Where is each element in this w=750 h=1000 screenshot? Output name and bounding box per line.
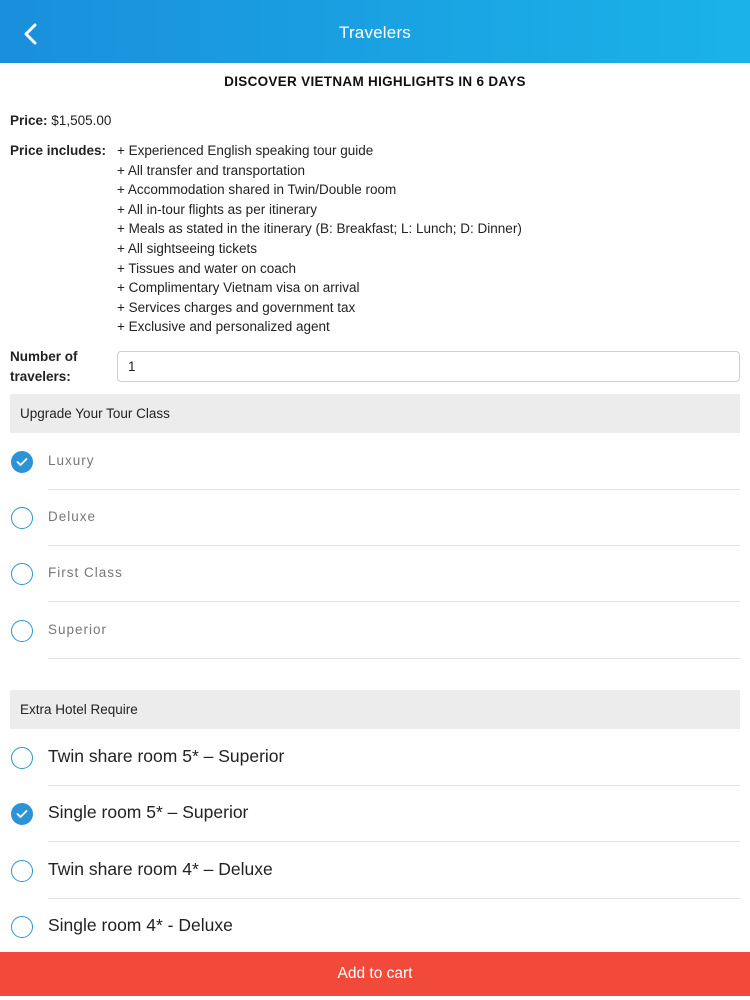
tour-class-header: Upgrade Your Tour Class (10, 394, 740, 433)
tour-class-label: Luxury (48, 453, 95, 468)
divider (48, 658, 740, 659)
radio-unchecked-icon[interactable] (11, 507, 33, 529)
tour-class-option-superior[interactable] (0, 603, 740, 659)
travelers-label-line2: travelers: (10, 369, 71, 384)
tour-class-label: Deluxe (48, 509, 97, 524)
divider (48, 601, 740, 602)
radio-unchecked-icon[interactable] (11, 563, 33, 585)
hotel-option-label: Single room 4* - Deluxe (48, 915, 233, 935)
price-row (10, 113, 111, 128)
list-item: + Accommodation shared in Twin/Double room (117, 182, 397, 198)
list-item: + Services charges and government tax (117, 299, 356, 315)
divider (48, 841, 740, 842)
list-item: + All sightseeing tickets (117, 240, 257, 256)
tour-class-label: First Class (48, 565, 123, 580)
tour-title: DISCOVER VIETNAM HIGHLIGHTS IN 6 DAYS (224, 74, 526, 89)
list-item: + Complimentary Vietnam visa on arrival (117, 280, 360, 296)
travelers-label-line1: Number of (10, 349, 78, 364)
extra-hotel-header: Extra Hotel Require (10, 690, 740, 729)
back-button[interactable] (14, 17, 48, 51)
list-item: + Tissues and water on coach (117, 260, 296, 276)
tour-class-label: Superior (48, 622, 108, 637)
price-includes-list (117, 143, 522, 339)
tour-class-option-luxury[interactable] (0, 434, 740, 490)
list-item: + Meals as stated in the itinerary (B: Breakfast; L: Lunch; D: Dinner) (117, 221, 522, 237)
list-item: + Exclusive and personalized agent (117, 319, 330, 335)
radio-unchecked-icon[interactable] (11, 620, 33, 642)
page-title: Travelers (338, 22, 412, 42)
hotel-option-single-5-superior[interactable] (0, 786, 740, 842)
tour-class-option-first-class[interactable] (0, 546, 740, 602)
hotel-option-single-4-deluxe[interactable] (0, 899, 740, 955)
radio-unchecked-icon[interactable] (11, 860, 33, 882)
hotel-option-twin-4-deluxe[interactable] (0, 843, 740, 899)
top-bar (0, 0, 750, 63)
radio-unchecked-icon[interactable] (11, 747, 33, 769)
tour-class-option-deluxe[interactable] (0, 490, 740, 546)
hotel-option-label: Twin share room 5* – Superior (48, 746, 285, 766)
price-label: Price: (10, 113, 48, 128)
list-item: + All in-tour flights as per itinerary (117, 201, 317, 217)
chevron-left-icon (23, 23, 39, 45)
price-includes-label: Price includes: (10, 143, 107, 158)
radio-unchecked-icon[interactable] (11, 916, 33, 938)
hotel-option-label: Single room 5* – Superior (48, 802, 249, 822)
price-value: $1,505.00 (51, 113, 112, 128)
add-to-cart-button[interactable]: Add to cart (0, 952, 750, 996)
travelers-count-input[interactable] (117, 351, 740, 382)
hotel-option-label: Twin share room 4* – Deluxe (48, 859, 273, 879)
hotel-option-twin-5-superior[interactable] (0, 730, 740, 786)
radio-checked-icon[interactable] (11, 803, 33, 825)
list-item: + Experienced English speaking tour guide (117, 143, 374, 158)
radio-checked-icon[interactable] (11, 451, 33, 473)
list-item: + All transfer and transportation (117, 162, 305, 178)
travelers-label (10, 347, 78, 387)
